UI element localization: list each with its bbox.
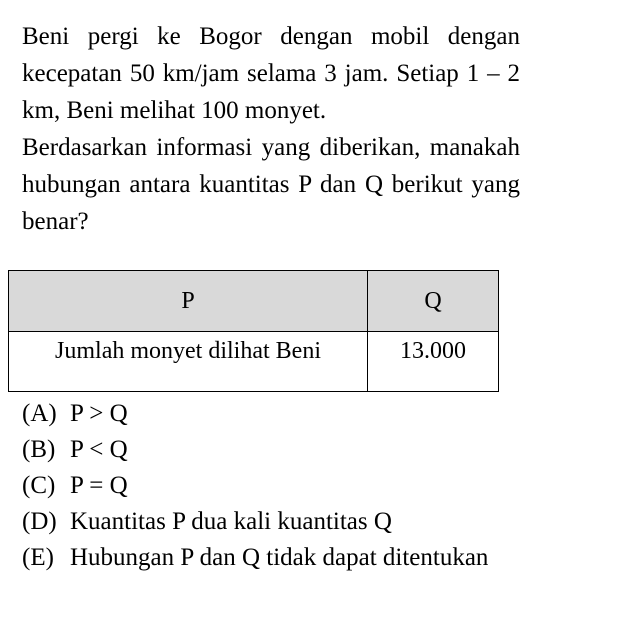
table-row	[9, 332, 499, 392]
cell-p-value: Jumlah monyet dilihat Beni	[9, 332, 368, 392]
option-c[interactable]	[22, 468, 520, 504]
answer-options	[22, 396, 520, 576]
header-p: P	[9, 271, 368, 332]
option-b[interactable]	[22, 432, 520, 468]
option-text: P = Q	[70, 472, 128, 499]
option-label: (D)	[22, 508, 57, 535]
option-text: Kuantitas P dua kali kuantitas Q	[70, 508, 392, 535]
option-text: P > Q	[70, 400, 128, 427]
option-d[interactable]	[22, 504, 520, 540]
question-text	[22, 18, 520, 240]
option-label: (A)	[22, 400, 57, 427]
option-label: (B)	[22, 436, 56, 463]
question-paragraph-2: Berdasarkan informasi yang diberikan, manakah hubungan antara kuantitas P dan Q berikut yang benar?	[22, 134, 520, 235]
option-a[interactable]	[22, 396, 520, 432]
quantity-table	[8, 270, 499, 392]
option-text: P < Q	[70, 436, 128, 463]
option-text: Hubungan P dan Q tidak dapat ditentukan	[70, 544, 489, 571]
cell-q-value: 13.000	[368, 332, 499, 392]
option-e[interactable]	[22, 540, 520, 576]
option-label: (E)	[22, 544, 54, 571]
header-q: Q	[368, 271, 499, 332]
question-paragraph-1: Beni pergi ke Bogor dengan mobil dengan kecepatan 50 km/jam selama 3 jam. Setiap 1 – 2 km, Beni melihat 100 monyet.	[22, 23, 520, 124]
table-header-row	[9, 271, 499, 332]
option-label: (C)	[22, 472, 56, 499]
